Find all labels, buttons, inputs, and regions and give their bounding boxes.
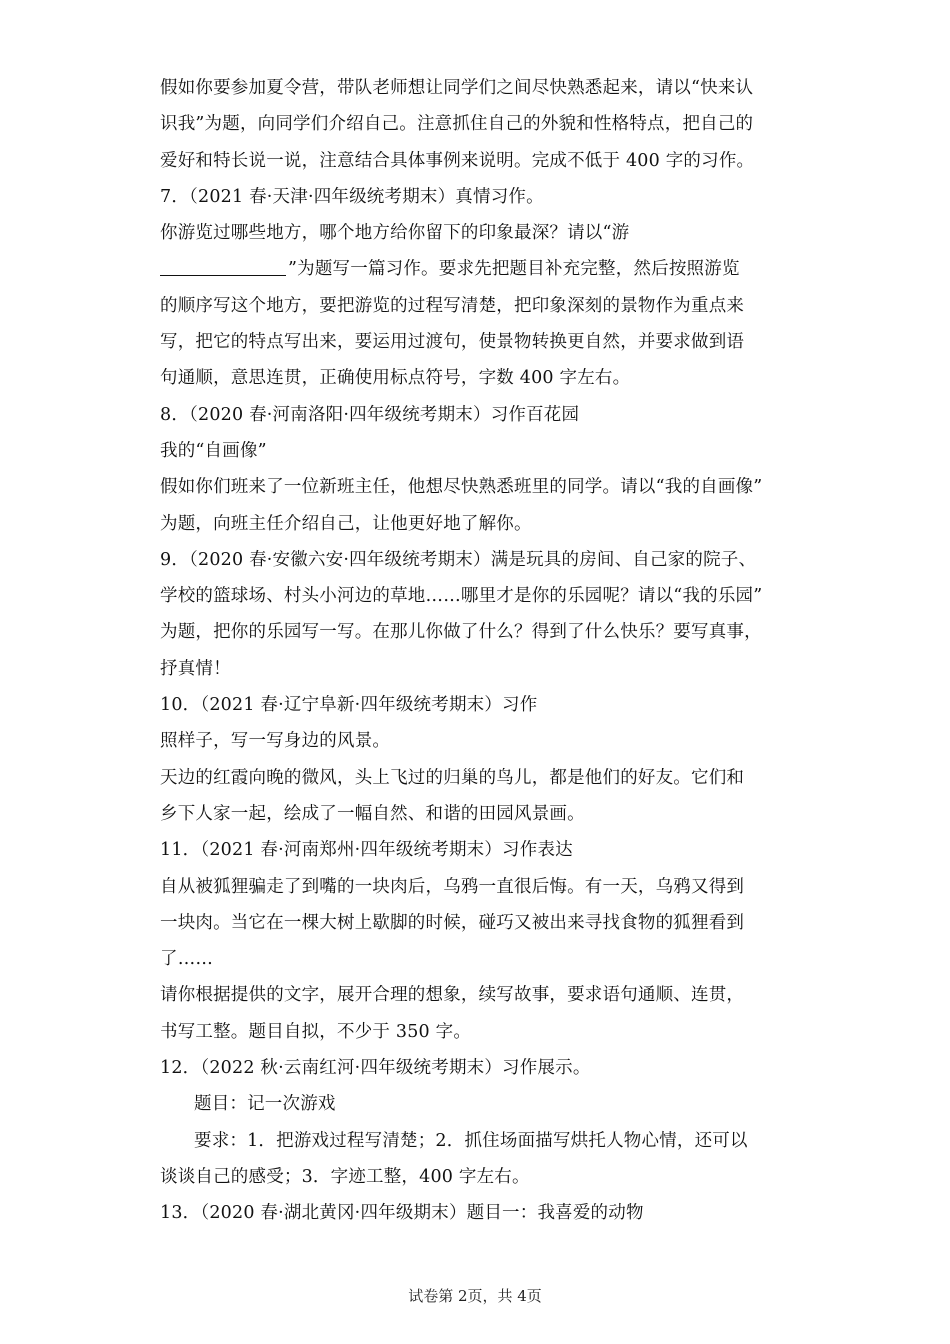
text-line (160, 143, 800, 179)
text-line-content: 8．（2020 春·河南洛阳·四年级统考期末）习作百花园 (160, 404, 580, 425)
text-line (160, 506, 800, 542)
text-line-content: 12．（2022 秋·云南红河·四年级统考期末）习作展示。 (160, 1058, 591, 1079)
text-line (160, 832, 800, 868)
text-line (160, 1014, 800, 1050)
text-line (160, 469, 800, 505)
text-line (160, 360, 800, 396)
text-line-content: 谈谈自己的感受；3．字迹工整，400 字左右。 (160, 1166, 530, 1187)
text-line-content: 11．（2021 春·河南郑州·四年级统考期末）习作表达 (160, 840, 573, 861)
document-body (160, 70, 800, 1232)
page-footer: 试卷第 2页，共 4页 (408, 1287, 542, 1305)
text-line (160, 869, 800, 905)
text-line-content: 我的“自画像” (160, 440, 267, 461)
text-line-content: 句通顺，意思连贯，正确使用标点符号，字数 400 字左右。 (160, 368, 631, 389)
text-line-content: 9．（2020 春·安徽六安·四年级统考期末）满是玩具的房间、自己家的院子、 (160, 549, 757, 570)
text-line-content: 学校的篮球场、村头小河边的草地……哪里才是你的乐园呢？请以“我的乐园” (160, 586, 763, 607)
text-line (160, 70, 800, 106)
text-line-content: 13．（2020 春·湖北黄冈·四年级期末）题目一：我喜爱的动物 (160, 1203, 644, 1224)
text-line (160, 288, 800, 324)
text-line (160, 215, 800, 251)
text-line-content: 写，把它的特点写出来，要运用过渡句，使景物转换更自然，并要求做到语 (160, 332, 745, 353)
text-line-content: 10．（2021 春·辽宁阜新·四年级统考期末）习作 (160, 695, 538, 716)
text-line (160, 578, 800, 614)
text-line-content: 抒真情！ (160, 658, 231, 679)
text-line (160, 905, 800, 941)
text-line (160, 687, 800, 723)
text-line (160, 251, 800, 287)
text-line-content: 题目：记一次游戏 (194, 1094, 336, 1115)
text-line (160, 179, 800, 215)
text-line (160, 723, 800, 759)
text-line (160, 941, 800, 977)
text-line-content: 爱好和特长说一说，注意结合具体事例来说明。完成不低于 400 字的习作。 (160, 150, 755, 171)
text-line-content: ”为题写一篇习作。要求先把题目补充完整，然后按照游览 (288, 259, 740, 280)
text-line (160, 433, 800, 469)
text-line (160, 651, 800, 687)
text-line (160, 1086, 800, 1122)
text-line (160, 1195, 800, 1231)
text-line (160, 1050, 800, 1086)
text-line-content: 假如你要参加夏令营，带队老师想让同学们之间尽快熟悉起来，请以“快来认 (160, 78, 754, 98)
text-line-content: 要求：1．把游戏过程写清楚；2．抓住场面描写烘托人物心情，还可以 (194, 1130, 748, 1151)
text-line (160, 977, 800, 1013)
text-line-content: 假如你们班来了一位新班主任，他想尽快熟悉班里的同学。请以“我的自画像” (160, 477, 763, 498)
text-line-content: 7．（2021 春·天津·四年级统考期末）真情习作。 (160, 186, 544, 207)
text-line-content: 一块肉。当它在一棵大树上歇脚的时候，碰巧又被出来寻找食物的狐狸看到 (160, 912, 745, 933)
text-line-content: 请你根据提供的文字，展开合理的想象，续写故事，要求语句通顺、连贯， (160, 985, 745, 1006)
text-line-content: 为题，把你的乐园写一写。在那儿你做了什么？得到了什么快乐？要写真事， (160, 622, 762, 643)
text-line-content: 你游览过哪些地方，哪个地方给你留下的印象最深？请以“游 (160, 223, 630, 244)
text-line-content: 乡下人家一起，绘成了一幅自然、和谐的田园风景画。 (160, 803, 585, 824)
text-line (160, 324, 800, 360)
text-line-content: 自从被狐狸骗走了到嘴的一块肉后，乌鸦一直很后悔。有一天，乌鸦又得到 (160, 876, 745, 897)
fill-in-blank (160, 255, 286, 276)
text-line-content: 书写工整。题目自拟，不少于 350 字。 (160, 1021, 472, 1042)
text-line-content: 照样子，写一写身边的风景。 (160, 731, 391, 752)
text-line (160, 796, 800, 832)
text-line (160, 1159, 800, 1195)
text-line-content: 的顺序写这个地方，要把游览的过程写清楚，把印象深刻的景物作为重点来 (160, 295, 745, 316)
text-line (160, 542, 800, 578)
text-line (160, 397, 800, 433)
text-line (160, 1123, 800, 1159)
text-line-content: 天边的红霞向晚的微风，头上飞过的归巢的鸟儿，都是他们的好友。它们和 (160, 767, 745, 788)
text-line (160, 106, 800, 142)
text-line-content: 识我”为题，向同学们介绍自己。注意抓住自己的外貌和性格特点，把自己的 (160, 114, 754, 135)
text-line (160, 614, 800, 650)
text-line-content: 为题，向班主任介绍自己，让他更好地了解你。 (160, 513, 532, 534)
text-line-content: 了…… (160, 949, 214, 970)
text-line (160, 760, 800, 796)
